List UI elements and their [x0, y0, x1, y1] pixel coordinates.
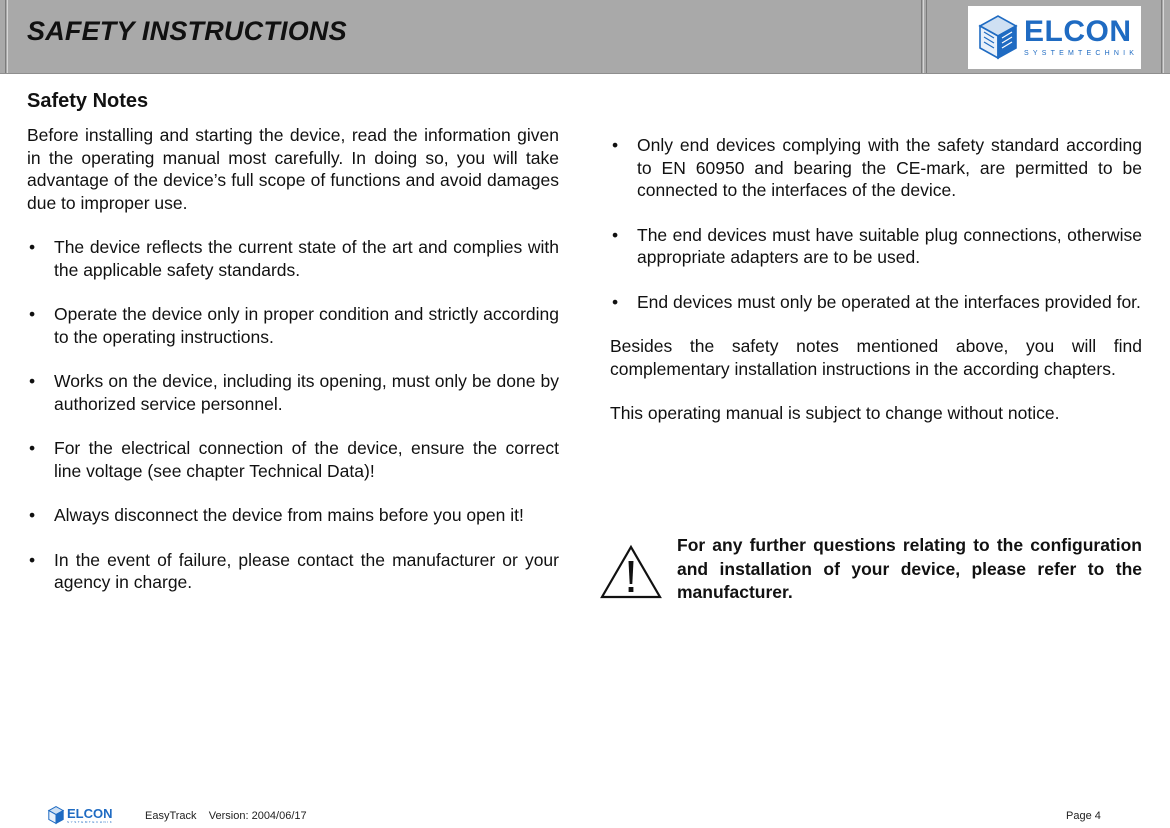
warning-triangle-icon — [600, 544, 662, 599]
footer-page-number: Page 4 — [1066, 810, 1101, 822]
elcon-cube-icon — [47, 805, 65, 825]
list-item: • Only end devices complying with the safety standard according to EN 60950 and bearing the CE-mark, are permitted to be connected to the interfaces of the device. — [610, 134, 1142, 202]
list-item: • For the electrical connection of the device, ensure the correct line voltage (see chapter Technical Data)! — [27, 437, 559, 482]
section-title: Safety Notes — [27, 90, 149, 112]
header-divider — [923, 0, 924, 73]
list-item: • The end devices must have suitable plug connections, otherwise appropriate adapters are to be used. — [610, 224, 1142, 269]
header-divider — [1161, 0, 1162, 73]
right-column — [610, 134, 1142, 425]
list-item: • The device reflects the current state of the art and complies with the applicable safety standards. — [27, 236, 559, 281]
list-item: • Always disconnect the device from mains before you open it! — [27, 504, 559, 527]
right-bullet-list — [610, 134, 1142, 313]
list-item: • Works on the device, including its opening, must only be done by authorized service personnel. — [27, 370, 559, 415]
list-item: • End devices must only be operated at the interfaces provided for. — [610, 291, 1142, 314]
list-item: • Operate the device only in proper condition and strictly according to the operating instructions. — [27, 303, 559, 348]
logo-sub-text: SYSTEMTECHNIK — [1024, 50, 1139, 57]
footer-product: EasyTrack — [145, 810, 197, 822]
footer-meta — [145, 810, 307, 822]
header-divider — [7, 0, 8, 73]
footer-logo-sub-text: SYSTEMTECHNIK — [67, 819, 114, 824]
elcon-cube-icon — [976, 12, 1020, 62]
logo-brand-text: ELCON — [1024, 15, 1132, 48]
list-item: • In the event of failure, please contact the manufacturer or your agency in charge. — [27, 549, 559, 594]
left-column — [27, 124, 559, 594]
page-header — [0, 0, 1170, 74]
footer-elcon-logo — [47, 805, 113, 825]
header-divider — [921, 0, 922, 73]
change-notice-paragraph: This operating manual is subject to change without notice. — [610, 403, 1060, 423]
warning-note — [600, 534, 1142, 609]
header-divider — [926, 0, 927, 73]
elcon-logo — [968, 6, 1141, 69]
intro-paragraph: Before installing and starting the device, read the information given in the operating manual most carefully. In doing so, you will take advantage of the device’s full scope of functions and avoid damages due to improper use. — [27, 125, 559, 213]
complementary-paragraph: Besides the safety notes mentioned above, you will find complementary installation instructions in the according chapters. — [610, 336, 1142, 379]
footer-logo-brand-text: ELCON — [67, 805, 113, 821]
warning-text: For any further questions relating to the configuration and installation of your device, please refer to the manufacturer. — [677, 535, 1142, 602]
page-title: SAFETY INSTRUCTIONS — [27, 16, 347, 46]
left-bullet-list — [27, 236, 559, 594]
header-divider — [5, 0, 6, 73]
page-footer — [0, 800, 1170, 828]
footer-version: Version: 2004/06/17 — [208, 810, 307, 822]
header-divider — [1163, 0, 1164, 73]
